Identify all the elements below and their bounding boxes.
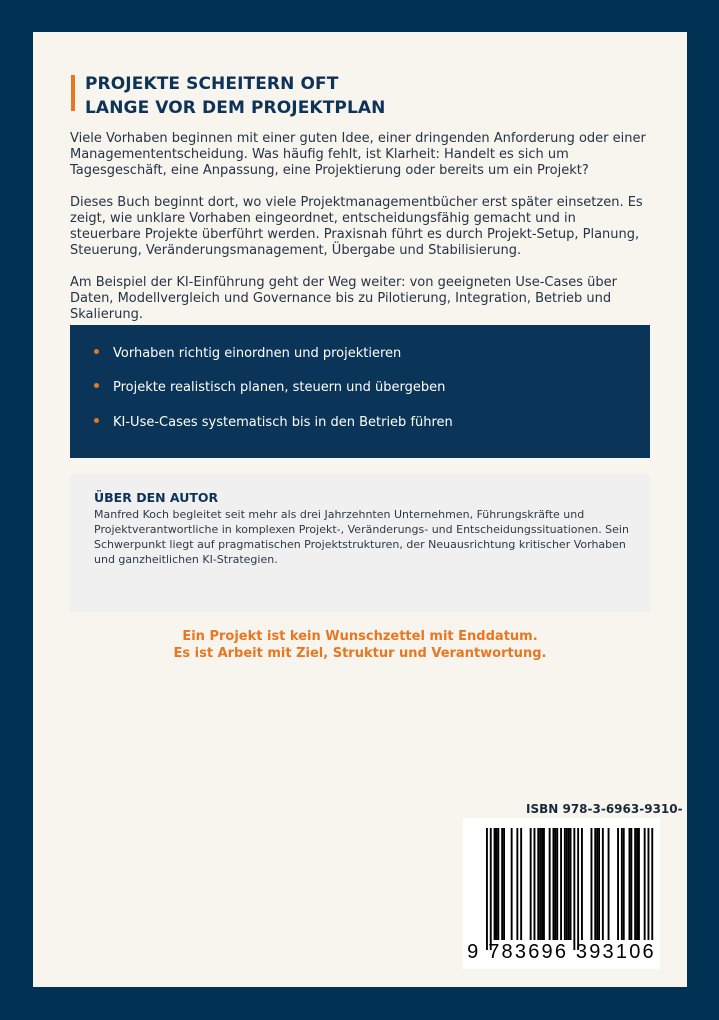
barcode-bar [568, 828, 570, 940]
barcode-bar [638, 828, 640, 940]
bullet-icon [94, 418, 99, 423]
feature-box [70, 325, 650, 458]
intro-paragraph-2: Dieses Buch beginnt dort, wo viele Projektmanagementbücher erst später einsetzen. Es zeigt, wie unklare Vorhaben eingeordnet, entscheidungsfähig gemacht und in steuerbare Projekte überführt werden. Praxisnah führt es durch Projekt-Setup, Planung, Steuerung, Veränderungsmanagement, Übergabe und Stabilisierung. [70, 195, 643, 258]
barcode-bar [644, 828, 646, 940]
barcode-bar [570, 828, 572, 940]
headline-line-2: LANGE VOR DEM PROJEKTPLAN [85, 98, 386, 118]
headline [71, 72, 655, 120]
barcode-bar [621, 828, 623, 940]
bullet-icon [94, 349, 99, 354]
barcode-bar [608, 828, 610, 940]
barcode-bar [636, 828, 638, 940]
feature-item [94, 415, 453, 431]
barcode [463, 818, 660, 969]
intro-paragraph-1: Viele Vorhaben beginnen mit einer guten Idee, einer dringenden Anforderung oder einer Managemententscheidung. Was häufig fehlt, ist Klarheit: Handelt es sich um Tagesgeschäft, eine Anpassung, eine Projektierung oder bereits um ein Projekt? [70, 131, 646, 178]
headline-accent-bar [71, 75, 75, 111]
barcode-bar [497, 828, 499, 940]
barcode-bar [537, 828, 539, 940]
feature-label: Projekte realistisch planen, steuern und übergeben [113, 380, 446, 395]
barcode-bar [602, 828, 604, 940]
barcode-bar [543, 828, 545, 940]
barcode-bar [490, 828, 492, 950]
barcode-bar [516, 828, 518, 940]
barcode-bar [577, 828, 579, 950]
back-cover [33, 32, 687, 987]
barcode-bar [630, 828, 632, 940]
feature-item [94, 346, 401, 362]
intro-paragraph-3: Am Beispiel der KI-Einführung geht der Weg weiter: von geeigneten Use-Cases über Daten, Modellvergleich und Governance bis zu Pilotierung, Integration, Betrieb und Skalierung. [70, 275, 617, 322]
barcode-bar [556, 828, 558, 940]
tagline-line-2: Es ist Arbeit mit Ziel, Struktur und Verantwortung. [173, 646, 547, 661]
barcode-bar [549, 828, 551, 940]
barcode-bar [566, 828, 568, 940]
barcode-bar [596, 828, 598, 940]
barcode-bar [591, 828, 593, 940]
author-box [70, 474, 650, 612]
tagline [33, 628, 687, 662]
barcode-bar [581, 828, 583, 940]
barcode-bar [617, 828, 619, 940]
barcode-bar [594, 828, 596, 940]
barcode-bar [503, 828, 505, 940]
barcode-bar [648, 828, 650, 940]
feature-item [94, 380, 445, 396]
barcode-bar [623, 828, 625, 940]
barcode-bar [511, 828, 513, 940]
tagline-line-1: Ein Projekt ist kein Wunschzettel mit Enddatum. [182, 629, 538, 644]
barcode-digits: 9 783696 393106 [467, 941, 656, 963]
barcode-bar [486, 828, 488, 950]
barcode-bar [598, 828, 600, 940]
barcode-bar [534, 828, 536, 940]
author-title: ÜBER DEN AUTOR [94, 490, 219, 505]
barcode-bar [541, 828, 543, 940]
headline-line-1: PROJEKTE SCHEITERN OFT [85, 74, 339, 94]
barcode-bar [530, 828, 532, 940]
barcode-bar [560, 828, 562, 940]
bullet-icon [94, 383, 99, 388]
barcode-bar [564, 828, 566, 940]
barcode-bar [520, 828, 522, 940]
author-bio: Manfred Koch begleitet seit mehr als drei Jahrzehnten Unternehmen, Führungskräfte und Projektverantwortliche in komplexen Projekt-, Veränderungs- und Entscheidungssituationen. Sein Schwerpunkt liegt auf pragmatischen Projektstrukturen, der Neuausrichtung kritischer Vorhaben und ganzheitlichen KI-Strategien. [94, 508, 629, 566]
barcode-bar [496, 828, 498, 940]
feature-label: KI-Use-Cases systematisch bis in den Betrieb führen [113, 415, 453, 430]
barcode-bar [554, 828, 556, 940]
barcode-bar [553, 828, 555, 940]
feature-label: Vorhaben richtig einordnen und projektieren [113, 346, 402, 361]
barcode-bar [539, 828, 541, 940]
barcode-bar [501, 828, 503, 940]
barcode-bar [629, 828, 631, 940]
barcode-bar [634, 828, 636, 940]
barcode-bar [573, 828, 575, 950]
intro-text [70, 131, 650, 339]
barcode-bar [651, 828, 653, 940]
isbn-label: ISBN 978-3-6963-9310- [526, 802, 683, 816]
barcode-bar [494, 828, 496, 940]
